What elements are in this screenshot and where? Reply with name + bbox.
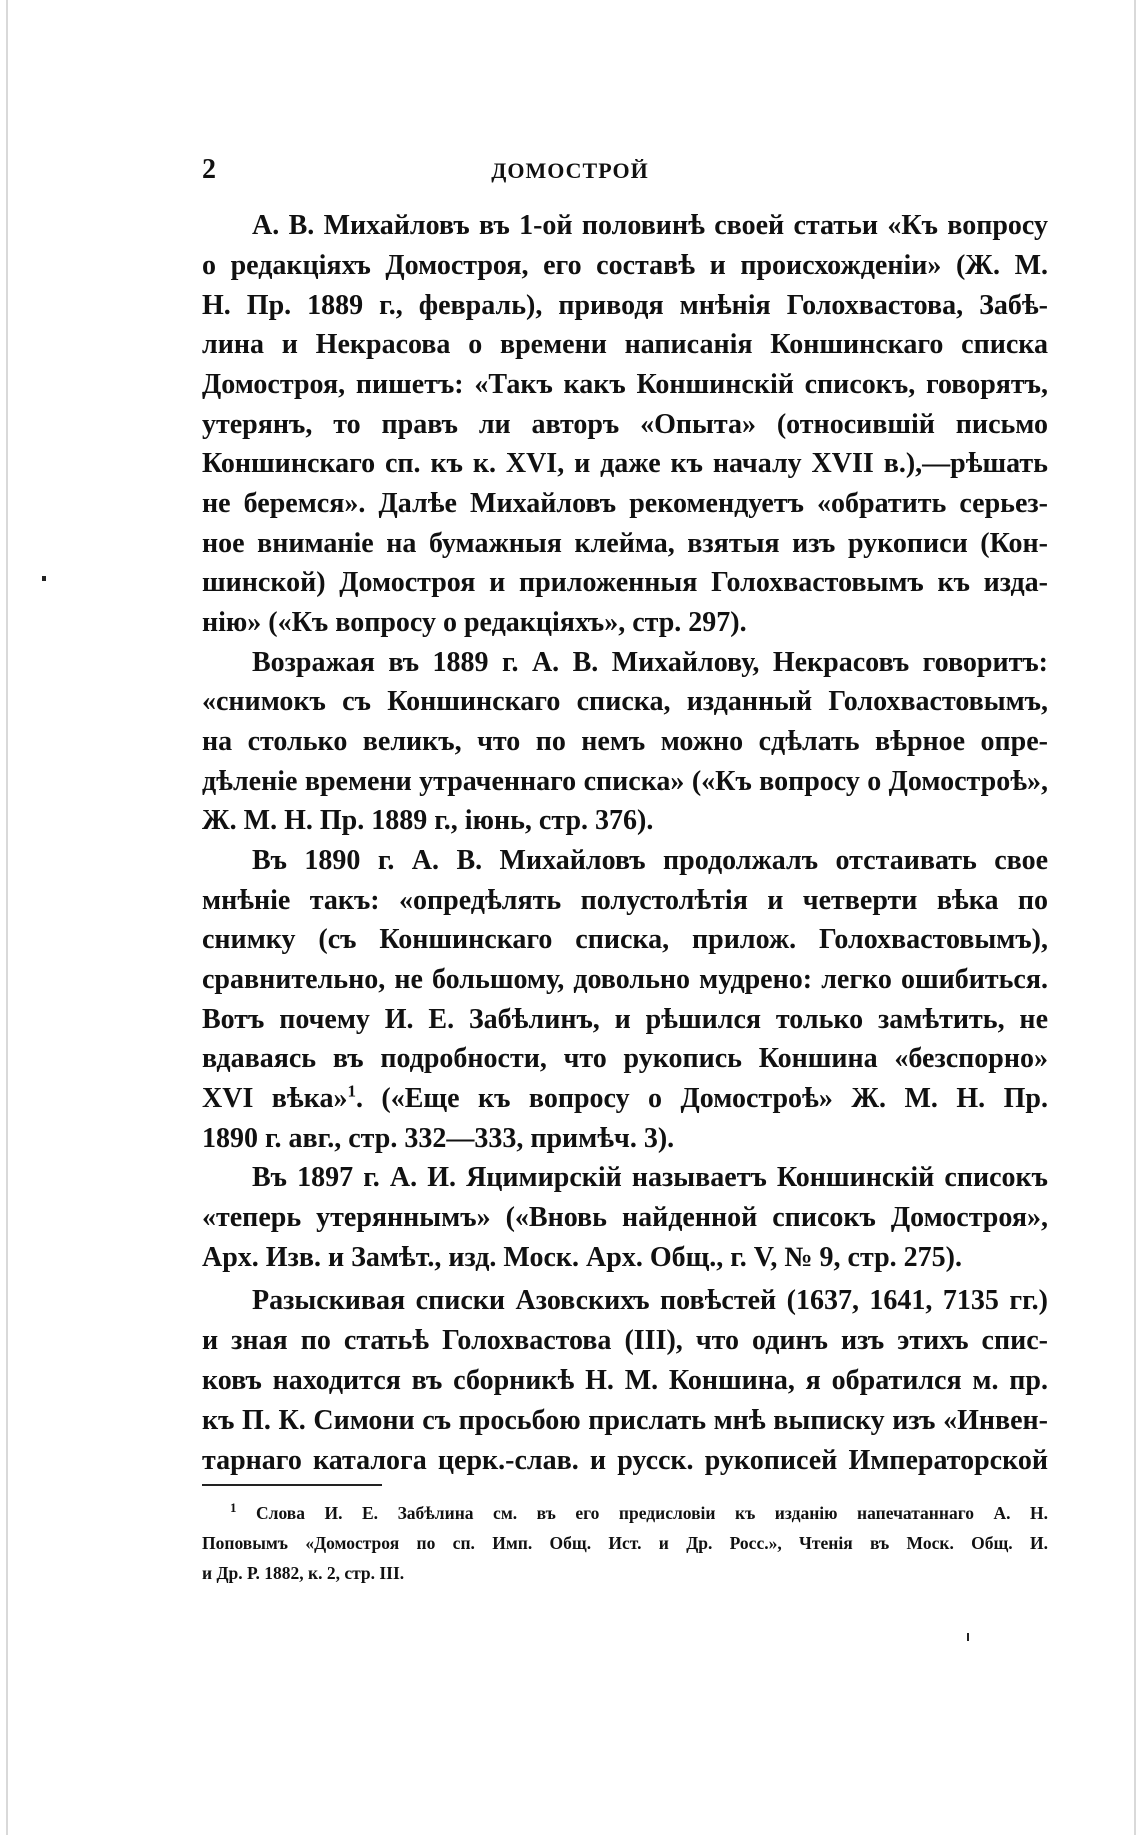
footnote-reference[interactable]: 1: [347, 1081, 356, 1101]
text-line: Домостроя, пишетъ: «Такъ какъ Коншинскій списокъ, говорятъ,: [202, 369, 1048, 400]
running-title: ДОМОСТРОЙ: [491, 158, 649, 183]
page-number: 2: [202, 154, 216, 185]
text-line: тарнаго каталога церк.-слав. и русск. рукописей Императорской: [202, 1445, 1048, 1476]
text-line: утерянъ, то правъ ли авторъ «Опыта» (относившій письмо: [202, 409, 1048, 440]
text-line: А. В. Михайловъ въ 1-ой половинѣ своей статьи «Къ вопросу: [252, 210, 1048, 241]
text-line: лина и Некрасова о времени написанія Коншинскаго списка: [202, 329, 1048, 360]
scan-speck: [42, 576, 46, 581]
footnote-line: и Др. Р. 1882, к. 2, стр. III.: [202, 1563, 405, 1583]
text-line: не беремся». Далѣе Михайловъ рекомендуетъ «обратить серьез-: [202, 488, 1048, 519]
text-line: Н. Пр. 1889 г., февраль), приводя мнѣнія Голохвастова, Забѣ-: [202, 290, 1048, 321]
text-line: сравнительно, не большому, довольно мудрено: легко ошибиться.: [202, 964, 1048, 995]
footnote-marker: 1: [230, 1500, 237, 1516]
text-line: «снимокъ съ Коншинскаго списка, изданный Голохвастовымъ,: [202, 686, 1048, 717]
footnote-line: [230, 1498, 1048, 1528]
text-segment: XVI вѣка»: [202, 1083, 348, 1114]
text-line: и зная по статьѣ Голохвастова (III), что одинъ изъ этихъ спис-: [202, 1325, 1048, 1356]
text-line: на столько великъ, что по немъ можно сдѣлать вѣрное опре-: [202, 726, 1048, 757]
text-line: нію» («Къ вопросу о редакціяхъ», стр. 297).: [202, 607, 747, 638]
text-line: къ П. К. Симони съ просьбою прислать мнѣ выписку изъ «Инвен-: [202, 1405, 1048, 1436]
text-line: ное вниманіе на бумажныя клейма, взятыя изъ рукописи (Кон-: [202, 528, 1048, 559]
text-line: «теперь утеряннымъ» («Вновь найденной списокъ Домостроя»,: [202, 1202, 1048, 1233]
text-line: о редакціяхъ Домостроя, его составѣ и происхожденіи» (Ж. М.: [202, 250, 1048, 281]
text-line: Въ 1890 г. А. В. Михайловъ продолжалъ отстаивать свое: [252, 845, 1048, 876]
text-line: Коншинскаго сп. къ к. XVI, и даже къ началу XVII в.),—рѣшать: [202, 448, 1048, 479]
text-line: Въ 1897 г. А. И. Яцимирскій называетъ Коншинскій списокъ: [252, 1162, 1048, 1193]
scan-edge-right: [1134, 0, 1136, 1835]
text-line: снимку (съ Коншинскаго списка, прилож. Голохвастовымъ),: [202, 924, 1048, 955]
footnote-text: Слова И. Е. Забѣлина см. въ его предисловіи къ изданію напечатаннаго А. Н.: [256, 1503, 1048, 1523]
text-line: 1890 г. авг., стр. 332—333, примѣч. 3).: [202, 1123, 675, 1154]
text-segment: . («Еще къ вопросу о Домостроѣ» Ж. М. Н. Пр.: [355, 1083, 1048, 1114]
text-line: вдаваясь въ подробности, что рукопись Коншина «безспорно»: [202, 1043, 1048, 1074]
footnote-line: Поповымъ «Домостроя по сп. Имп. Общ. Ист. и Др. Росс.», Чтенія въ Моск. Общ. И.: [202, 1533, 1048, 1553]
text-line: Разыскивая списки Азовскихъ повѣстей (1637, 1641, 7135 гг.): [252, 1285, 1048, 1316]
scan-speck: [967, 1633, 969, 1641]
text-line: Вотъ почему И. Е. Забѣлинъ, и рѣшился только замѣтить, не: [202, 1004, 1048, 1035]
text-line: Ж. М. Н. Пр. 1889 г., іюнь, стр. 376).: [202, 805, 654, 836]
text-line: шинской) Домостроя и приложенныя Голохвастовымъ къ изда-: [202, 567, 1048, 598]
text-line: Возражая въ 1889 г. А. В. Михайлову, Некрасовъ говоритъ:: [252, 647, 1048, 678]
text-line: [202, 1079, 1048, 1119]
text-line: ковъ находится въ сборникѣ Н. М. Коншина, я обратился м. пр.: [202, 1365, 1048, 1396]
scan-edge-left: [6, 0, 8, 1835]
text-line: мнѣніе такъ: «опредѣлять полустолѣтія и четверти вѣка по: [202, 885, 1048, 916]
text-line: Арх. Изв. и Замѣт., изд. Моск. Арх. Общ., г. V, № 9, стр. 275).: [202, 1242, 962, 1273]
footnote-rule: [202, 1484, 382, 1486]
text-line: дѣленіе времени утраченнаго списка» («Къ вопросу о Домостроѣ»,: [202, 766, 1048, 797]
